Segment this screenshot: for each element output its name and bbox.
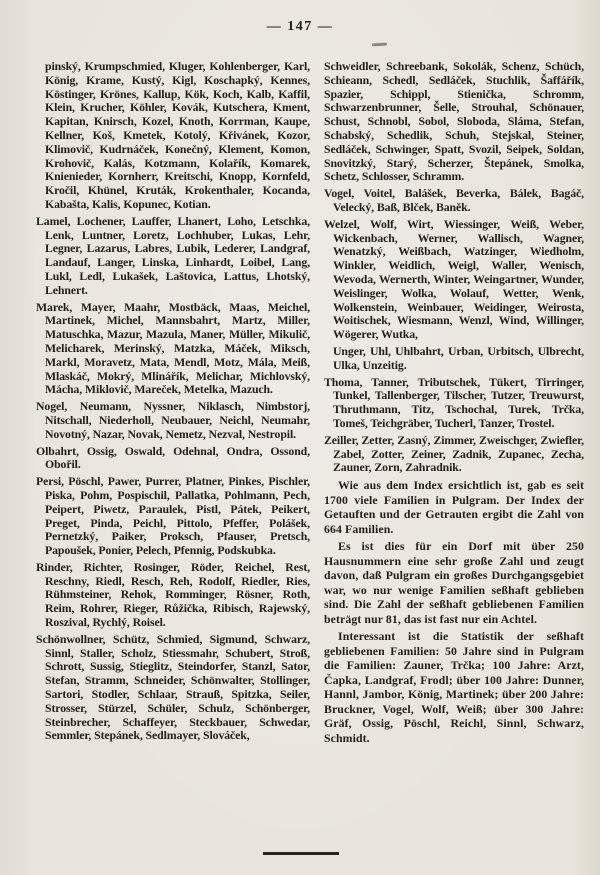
surname-list-paragraph-u: Unger, Uhl, Uhlbahrt, Urban, Urbitsch, Ulbrecht, Ulka, Unzeitig. bbox=[333, 343, 584, 372]
surname-list-paragraph-k: pinský, Krumpschmied, Kluger, Kohlenberger, Karl, König, Krame, Kustý, Kigl, Koschapký, Kennes, Köstinger, Krönes, Kallup, Kök, Koch, Kalb, Kaffil, Klein, Krucher, Köhler, Kovák, Kutschera, Kment, Kapitan, Knirsch, Kozel, Knoth, Korrman, Kaupe, Kellner, Koš, Kmetek, Kotolý, Křivánek, Kozor, Klimovič, Kudrnáček, Konečný, Klement, Komon, Krohovič, Kalás, Kotzmann, Kolařík, Komarek, Knienieder, Kornherr, Kreitschi, Knopp, Kornfeld, Kročil, Khünel, Kruták, Krokenthaler, Kocanda, Kabašta, Kalis, Kopunec, Kotian. bbox=[45, 59, 310, 211]
scan-artifact-mark bbox=[372, 43, 387, 47]
prose-paragraph-index-summary: Wie aus dem Index ersichtlich ist, gab es seit 1700 viele Familien in Pulgram. Der Index der Getauften und der Getrauten ergibt die Zahl von 664 Familien. bbox=[324, 478, 584, 536]
surname-list-paragraph-s: Schönwollner, Schütz, Schmied, Sigmund, Schwarz, Sinnl, Staller, Scholz, Stiessmahr, Schubert, Stroß, Schrott, Sussig, Stieglitz, Steindorfer, Stanzl, Sator, Stefan, Stramm, Schneider, Schönwalter, Stollinger, Sartori, Stodler, Schlaar, Strauß, Spitzka, Seiler, Strosser, Stürzel, Schüler, Schulz, Schönberger, Steinbrecher, Schaffeyer, Steckbauer, Schwedar, Semmler, Stepánek, Sedlmayer, Slováček, bbox=[36, 631, 310, 743]
surname-list-paragraph-o: Olbahrt, Ossig, Oswald, Odehnal, Ondra, Ossond, Obořil. bbox=[36, 443, 310, 472]
section-end-rule bbox=[263, 852, 339, 855]
two-column-text-area bbox=[36, 60, 584, 748]
prose-paragraph-resident-families: Interessant ist die Statistik der seßhaft gebliebenen Familien: 50 Jahre sind in Pulgram die Familien: Zauner, Trčka; 100 Jahre: Arzt, Čapka, Landgraf, Frodl; über 100 Jahre: Dunner, Hannl, Jambor, König, Martinek; über 200 Jahre: Bruckner, Vogel, Wolf, Weiß; über 300 Jahre: Gräf, Ossig, Pöschl, Reichl, Sinnl, Schwarz, Schmidt. bbox=[324, 629, 584, 745]
page-number-header: — 147 — bbox=[266, 19, 334, 34]
surname-list-paragraph-n: Nogel, Neumann, Nyssner, Niklasch, Nimbstorj, Nitschall, Niederholl, Neubauer, Neichl, Neumahr, Novotný, Nazar, Novak, Nemetz, Nezval, Nestropil. bbox=[36, 399, 310, 441]
surname-list-paragraph-w: Welzel, Wolf, Wirt, Wiessinger, Weiß, Weber, Wickenbach, Werner, Wallisch, Wagner, Wenatzký, Weißbach, Watzinger, Wiedholm, Winkler, Weidlich, Weigl, Waller, Wenisch, Wevoda, Wernerth, Winter, Weingartner, Wunder, Weislinger, Wolka, Wolauf, Wetter, Wenk, Wolkenstein, Weinbauer, Weidinger, Weirosta, Woitischek, Wiesmann, Wenzl, Wind, Willinger, Wögerer, Wutka, bbox=[324, 216, 584, 342]
surname-list-paragraph-r: Rinder, Richter, Rosinger, Röder, Reichel, Rest, Reschny, Riedl, Resch, Reh, Rodolf, Riedler, Ries, Rühmsteiner, Rehok, Romminger, Rösner, Roth, Reim, Rohrer, Rieger, Růžička, Ribisch, Rajewský, Roszival, Rychlý, Roisel. bbox=[36, 559, 310, 630]
surname-list-paragraph-p: Persi, Pöschl, Pawer, Purrer, Platner, Pinkes, Pischler, Piska, Pohm, Pospischil, Pallatka, Pohlmann, Pech, Peipert, Piwetz, Paraulek, Pistl, Pátek, Peikert, Preget, Pinda, Peichl, Pittolo, Pfeffer, Polášek, Pernetzký, Paiker, Proksch, Pfauser, Pretsch, Papoušek, Ponier, Pelech, Pfennig, Podskubka. bbox=[36, 474, 310, 558]
surname-list-paragraph-v: Vogel, Voitel, Balášek, Beverka, Bálek, Bagáč, Velecký, Baß, Blček, Baněk. bbox=[324, 186, 584, 214]
left-column bbox=[36, 60, 310, 748]
surname-list-paragraph-z: Zeiller, Zetter, Zasný, Zimmer, Zweischger, Zwiefler, Zabel, Zotter, Zeiner, Zadnik, Zupanec, Zecha, Zauner, Zorn, Zahradnik. bbox=[324, 432, 584, 475]
surname-list-paragraph-t: Thoma, Tanner, Tributschek, Tükert, Tirringer, Tunkel, Tallenberger, Tilscher, Tutzer, Treuwurst, Thruthmann, Titz, Tschochal, Turek, Trčka, Tomeš, Teichgräber, Tucherl, Tanzer, Trostel. bbox=[324, 374, 584, 430]
surname-list-paragraph-l: Lamel, Lochener, Lauffer, Lhanert, Loho, Letschka, Lenk, Luntner, Loretz, Lochhuber, Lukas, Lehr, Legner, Lazarus, Labres, Lubik, Lederer, Landgraf, Landauf, Langer, Linska, Linhardt, Loibel, Lang, Lukl, Ledl, Lukašek, Laštovica, Lattus, Lhotský, Lehnert. bbox=[36, 213, 310, 297]
surname-list-paragraph-s-continued: Schweidler, Schreebank, Sokolák, Schenz, Schüch, Schieann, Schedl, Sedláček, Stuchlik, Šaffářík, Spazier, Schippl, Stienička, Schromm, Schwarzenbrunner, Šelle, Strouhal, Schönauer, Schust, Schnobl, Sobol, Sloboda, Sláma, Stefan, Schabský, Schedlik, Schuh, Stejskal, Steiner, Sedláček, Schwinger, Spatt, Svozil, Seipek, Soldan, Snovitzký, Starý, Scherzer, Štepánek, Smolka, Schetz, Schlosser, Schramm. bbox=[324, 59, 584, 184]
surname-list-paragraph-m: Marek, Mayer, Maahr, Mostbäck, Maas, Meichel, Martinek, Michel, Mannsbahrt, Martz, Miller, Matuschka, Mazur, Mazula, Maner, Müller, Mikulič, Melicharek, Merinský, Matzka, Máček, Miksch, Markl, Moravetz, Mata, Mendl, Motz, Mála, Meiß, Mlaskáč, Mokrý, Mlinářík, Melichar, Michlovský, Mácha, Miklovič, Mareček, Metelka, Mazuch. bbox=[36, 299, 310, 397]
prose-paragraph-village-statistics: Es ist dies für ein Dorf mit über 250 Hausnummern eine sehr große Zahl und zeugt davon, daß Pulgram ein großes Durchgangsgebiet war, wo nur wenige Familien seßhaft geblieben sind. Die Zahl der seßhaft gebliebenen Familien beträgt nur 81, das ist fast nur ein Achtel. bbox=[324, 539, 584, 626]
right-column bbox=[324, 60, 584, 748]
